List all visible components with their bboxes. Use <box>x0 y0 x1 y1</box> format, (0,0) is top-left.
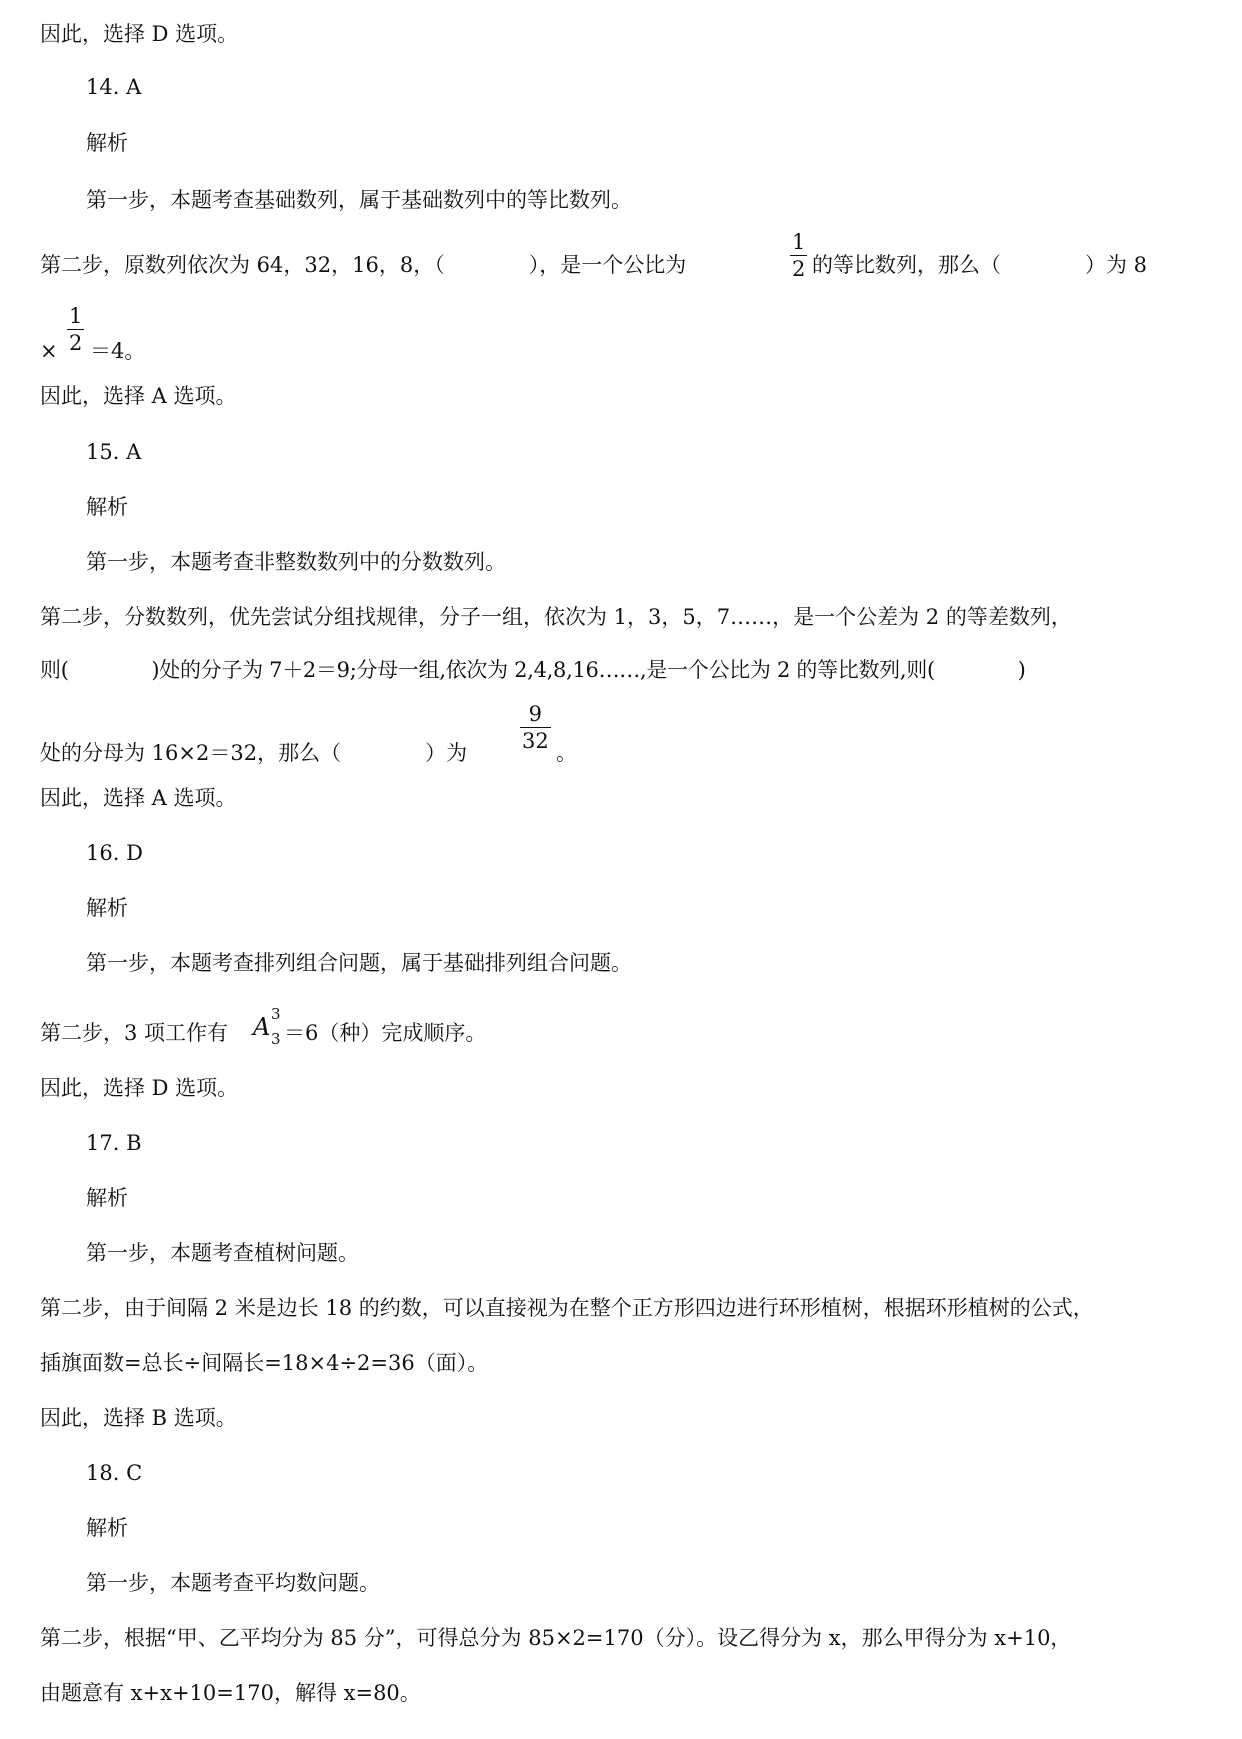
q14-times: × <box>40 339 58 363</box>
fraction-denominator: 2 <box>69 331 83 355</box>
fraction-denominator: 2 <box>792 257 806 281</box>
q15-step2-line2: 则( )处的分子为 7＋2＝9;分母一组,依次为 2,4,8,16……,是一个公比为 2 的等比数列,则( ) <box>40 658 1026 682</box>
q14-step2-c: ＝4。 <box>90 339 146 363</box>
q17-conclusion: 因此，选择 B 选项。 <box>40 1406 237 1430</box>
q14-step2-b: 的等比数列，那么（ ）为 8 <box>812 253 1148 277</box>
fraction-numerator: 1 <box>792 230 806 254</box>
q18-answer: 18. C <box>86 1461 143 1485</box>
q14-fraction-one-half-2 <box>67 303 84 356</box>
q15-step1: 第一步，本题考查非整数数列中的分数数列。 <box>86 550 506 574</box>
q17-step2-line1: 第二步，由于间隔 2 米是边长 18 的约数，可以直接视为在整个正方形四边进行环形植树，根据环形植树的公式， <box>40 1296 1094 1320</box>
q17-analysis-label: 解析 <box>86 1186 128 1210</box>
q16-step2-b: ＝6（种）完成顺序。 <box>284 1021 487 1045</box>
permutation-symbol: A <box>253 1013 271 1041</box>
q16-answer: 16. D <box>86 841 143 865</box>
q13-conclusion: 因此，选择 D 选项。 <box>40 22 239 46</box>
fraction-denominator: 32 <box>522 729 549 753</box>
q14-analysis-label: 解析 <box>86 131 128 155</box>
q15-fraction-9-32 <box>520 701 551 754</box>
q16-step1: 第一步，本题考查排列组合问题，属于基础排列组合问题。 <box>86 951 632 975</box>
q17-step1: 第一步，本题考查植树问题。 <box>86 1241 359 1265</box>
q15-analysis-label: 解析 <box>86 495 128 519</box>
q15-conclusion: 因此，选择 A 选项。 <box>40 786 237 810</box>
q14-fraction-one-half <box>790 229 807 282</box>
q15-step2-line3a: 处的分母为 16×2＝32，那么（ ）为 <box>40 741 468 765</box>
q18-step2-line1: 第二步，根据“甲、乙平均分为 85 分”，可得总分为 85×2=170（分）。设乙得分为 x，那么甲得分为 x+10， <box>40 1626 1072 1650</box>
q16-conclusion: 因此，选择 D 选项。 <box>40 1076 239 1100</box>
q18-step1: 第一步，本题考查平均数问题。 <box>86 1571 380 1595</box>
fraction-numerator: 9 <box>528 702 543 726</box>
q14-step1: 第一步，本题考查基础数列，属于基础数列中的等比数列。 <box>86 188 632 212</box>
q14-answer: 14. A <box>86 75 142 99</box>
q16-analysis-label: 解析 <box>86 896 128 920</box>
permutation-superscript: 3 <box>271 1005 281 1023</box>
q15-step2-line3b: 。 <box>556 741 577 765</box>
fraction-numerator: 1 <box>69 304 83 328</box>
q17-step2-line2: 插旗面数=总长÷间隔长=18×4÷2=36（面）。 <box>40 1351 489 1375</box>
q18-analysis-label: 解析 <box>86 1516 128 1540</box>
q17-answer: 17. B <box>86 1131 142 1155</box>
q14-conclusion: 因此，选择 A 选项。 <box>40 384 237 408</box>
q15-step2-line1: 第二步，分数数列，优先尝试分组找规律，分子一组，依次为 1，3，5，7……，是一个公差为 2 的等差数列， <box>40 605 1072 629</box>
q15-answer: 15. A <box>86 440 142 464</box>
permutation-subscript: 3 <box>271 1030 281 1048</box>
q16-step2-a: 第二步，3 项工作有 <box>40 1021 229 1045</box>
q18-step2-line2: 由题意有 x+x+10=170，解得 x=80。 <box>40 1681 421 1705</box>
q14-step2-a: 第二步，原数列依次为 64，32，16，8，（ ），是一个公比为 <box>40 253 687 277</box>
